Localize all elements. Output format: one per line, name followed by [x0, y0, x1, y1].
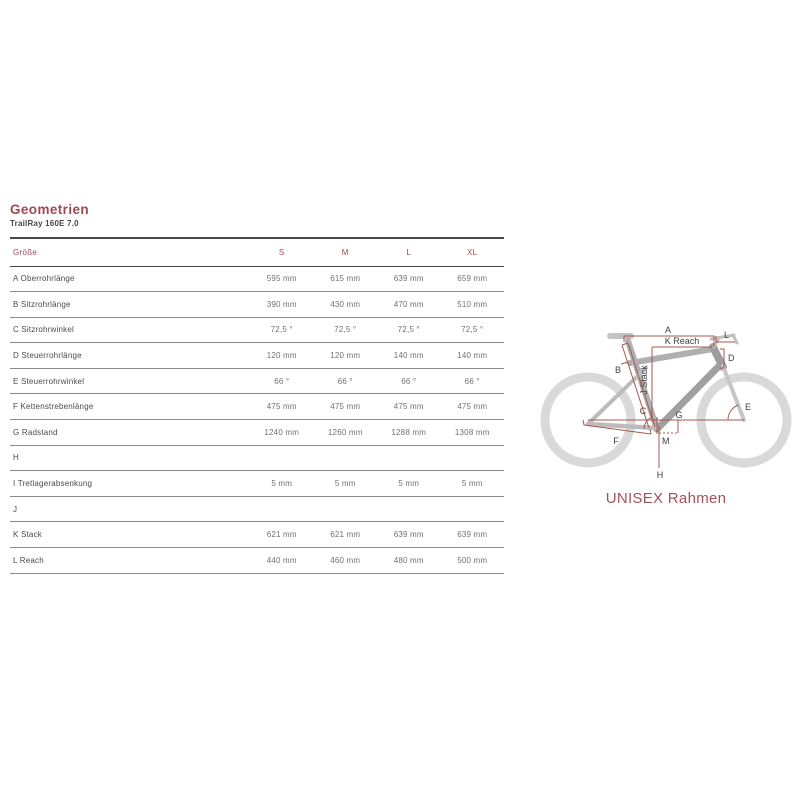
row-label: C Sitzrohrwinkel — [13, 325, 74, 335]
column-header: L — [406, 247, 412, 257]
geometry-value-cell: 120 mm — [330, 351, 361, 361]
geometry-value-cell — [314, 445, 378, 471]
geometry-value-cell — [377, 445, 441, 471]
bike-geometry-diagram — [530, 296, 800, 496]
geometry-value-cell — [250, 496, 314, 522]
column-header: S — [278, 247, 285, 257]
table-row — [10, 394, 504, 420]
geometry-value-cell: 5 mm — [398, 479, 420, 489]
geometry-value-cell: 140 mm — [393, 351, 424, 361]
label-c: C — [639, 406, 647, 416]
bike-frame-illustration — [530, 296, 800, 496]
label-b: B — [614, 365, 622, 375]
label-h: H — [656, 470, 664, 480]
table-row — [10, 292, 504, 318]
geometry-value-cell: 5 mm — [271, 479, 293, 489]
geometry-value-cell: 430 mm — [330, 299, 361, 309]
table-row — [10, 522, 504, 548]
geometry-value-cell: 120 mm — [266, 351, 297, 361]
label-f: F — [613, 436, 619, 446]
geometry-value-cell: 1260 mm — [327, 427, 363, 437]
geometry-value-cell — [314, 496, 378, 522]
geometry-value-cell — [441, 496, 505, 522]
geometry-value-cell: 440 mm — [266, 555, 297, 565]
table-row — [10, 317, 504, 343]
table-header-row — [10, 238, 504, 266]
geometry-value-cell — [250, 445, 314, 471]
label-d: D — [728, 353, 735, 363]
geometry-table — [10, 237, 504, 574]
row-label: I Tretlagerabsenkung — [13, 479, 93, 489]
table-row — [10, 548, 504, 574]
geometry-value-cell: 475 mm — [266, 402, 297, 412]
geometry-value-cell: 460 mm — [330, 555, 361, 565]
row-label: L Reach — [13, 555, 44, 565]
row-label: E Steuerrohrwinkel — [13, 376, 85, 386]
row-label: J — [13, 504, 18, 514]
geometry-value-cell: 475 mm — [393, 402, 424, 412]
column-header: XL — [467, 247, 478, 257]
geometry-value-cell: 621 mm — [266, 530, 297, 540]
label-l: L — [724, 330, 730, 340]
table-row — [10, 471, 504, 497]
column-header: M — [341, 247, 349, 257]
geometry-value-cell: 72,5 ° — [270, 325, 293, 335]
geometry-value-cell: 66 ° — [337, 376, 353, 386]
table-row — [10, 420, 504, 446]
geometry-value-cell: 72,5 ° — [461, 325, 484, 335]
geometry-value-cell — [377, 496, 441, 522]
geometry-value-cell: 66 ° — [274, 376, 290, 386]
row-label: A Oberrohrlänge — [13, 274, 75, 284]
geometry-value-cell: 639 mm — [457, 530, 488, 540]
geometry-value-cell: 639 mm — [393, 274, 424, 284]
diagram-caption: UNISEX Rahmen — [605, 490, 727, 507]
table-row — [10, 368, 504, 394]
geometry-value-cell: 621 mm — [330, 530, 361, 540]
geometry-value-cell: 390 mm — [266, 299, 297, 309]
label-m: M — [662, 436, 670, 446]
geometry-value-cell: 480 mm — [393, 555, 424, 565]
geometry-value-cell: 72,5 ° — [397, 325, 420, 335]
label-a: A — [664, 325, 672, 335]
measure-e-arc — [728, 405, 738, 420]
table-row — [10, 343, 504, 369]
geometry-value-cell: 470 mm — [393, 299, 424, 309]
page-subtitle: TrailRay 160E 7.0 — [10, 219, 79, 228]
label-k-reach: K Reach — [664, 336, 700, 346]
geometry-value-cell — [441, 445, 505, 471]
geometry-value-cell: 72,5 ° — [334, 325, 357, 335]
geometry-value-cell: 5 mm — [461, 479, 483, 489]
size-column-header: Größe — [13, 247, 38, 257]
row-label: K Stack — [13, 530, 42, 540]
row-label: D Steuerrohrlänge — [13, 351, 82, 361]
geometry-value-cell: 475 mm — [457, 402, 488, 412]
row-label: H — [13, 453, 19, 463]
table-row — [10, 445, 504, 471]
row-label: B Sitzrohrlänge — [13, 299, 71, 309]
table-row — [10, 496, 504, 522]
label-j-stack: J Stack — [639, 365, 649, 395]
top-tube — [630, 349, 713, 363]
geometry-value-cell: 66 ° — [464, 376, 480, 386]
table-row — [10, 266, 504, 292]
geometry-value-cell: 1288 mm — [391, 427, 427, 437]
geometry-value-cell: 66 ° — [401, 376, 417, 386]
geometry-value-cell: 659 mm — [457, 274, 488, 284]
geometry-value-cell: 615 mm — [330, 274, 361, 284]
geometry-value-cell: 5 mm — [334, 479, 356, 489]
row-label: F Kettenstrebenlänge — [13, 402, 94, 412]
geometry-value-cell: 140 mm — [457, 351, 488, 361]
label-e: E — [745, 402, 752, 412]
label-g: G — [675, 410, 683, 420]
geometry-value-cell: 475 mm — [330, 402, 361, 412]
geometry-value-cell: 1308 mm — [454, 427, 490, 437]
row-label: G Radstand — [13, 427, 58, 437]
geometry-value-cell: 500 mm — [457, 555, 488, 565]
page-title: Geometrien — [10, 202, 90, 217]
geometry-value-cell: 595 mm — [266, 274, 297, 284]
geometry-value-cell: 510 mm — [457, 299, 488, 309]
geometry-value-cell: 1240 mm — [264, 427, 300, 437]
geometry-value-cell: 639 mm — [393, 530, 424, 540]
